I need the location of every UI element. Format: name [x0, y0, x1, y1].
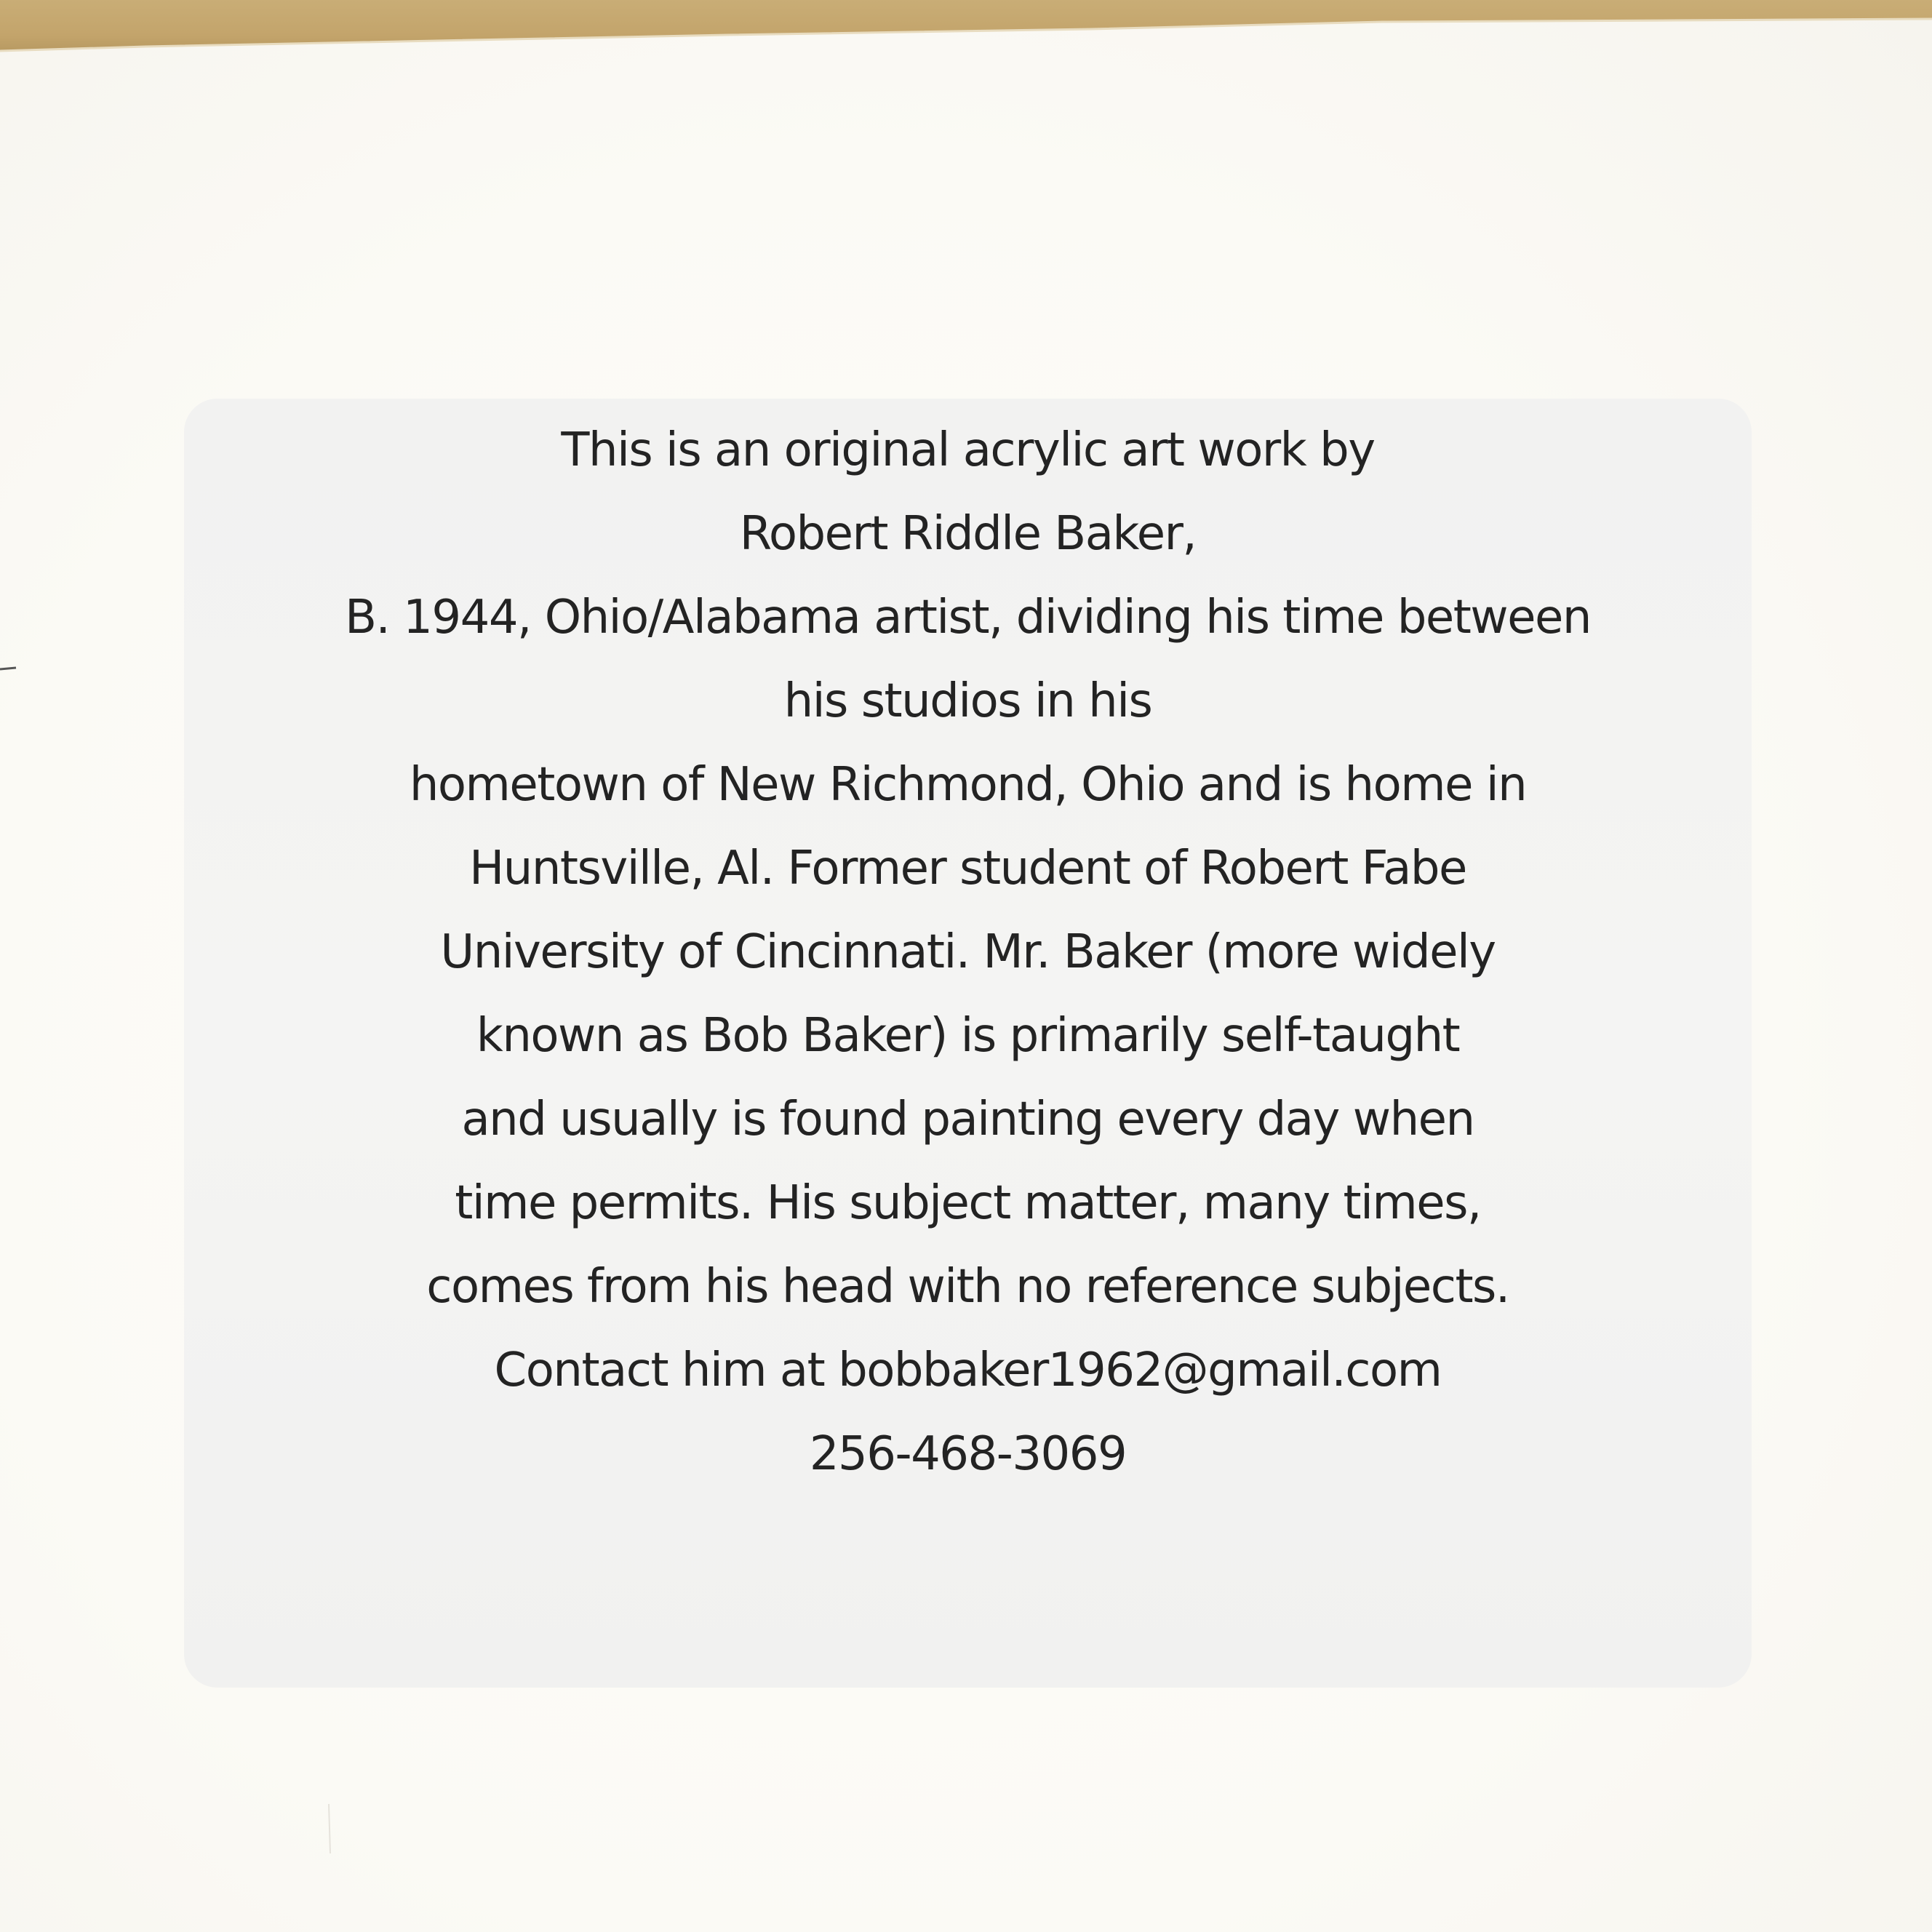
label-line-studios: his studios in his — [783, 674, 1152, 728]
artist-statement — [184, 409, 1752, 1496]
label-line-reference: comes from his head with no reference subjects. — [426, 1260, 1509, 1314]
label-line-subject-matter: time permits. His subject matter, many times, — [455, 1176, 1481, 1230]
label-line-intro: This is an original acrylic art work by — [561, 423, 1375, 477]
label-line-contact-email: Contact him at bobbaker1962@gmail.com — [494, 1344, 1442, 1397]
label-line-self-taught: known as Bob Baker) is primarily self-taught — [476, 1009, 1460, 1063]
label-line-phone: 256-468-3069 — [809, 1427, 1127, 1481]
label-line-hometown: hometown of New Richmond, Ohio and is home in — [409, 758, 1527, 812]
label-line-artist-name: Robert Riddle Baker, — [739, 507, 1197, 561]
label-line-university: University of Cincinnati. Mr. Baker (more widely — [440, 925, 1496, 979]
label-line-birth: B. 1944, Ohio/Alabama artist, dividing his time between — [345, 591, 1591, 644]
label-line-painting: and usually is found painting every day when — [461, 1093, 1474, 1146]
label-line-former-student: Huntsville, Al. Former student of Robert Fabe — [469, 842, 1466, 895]
